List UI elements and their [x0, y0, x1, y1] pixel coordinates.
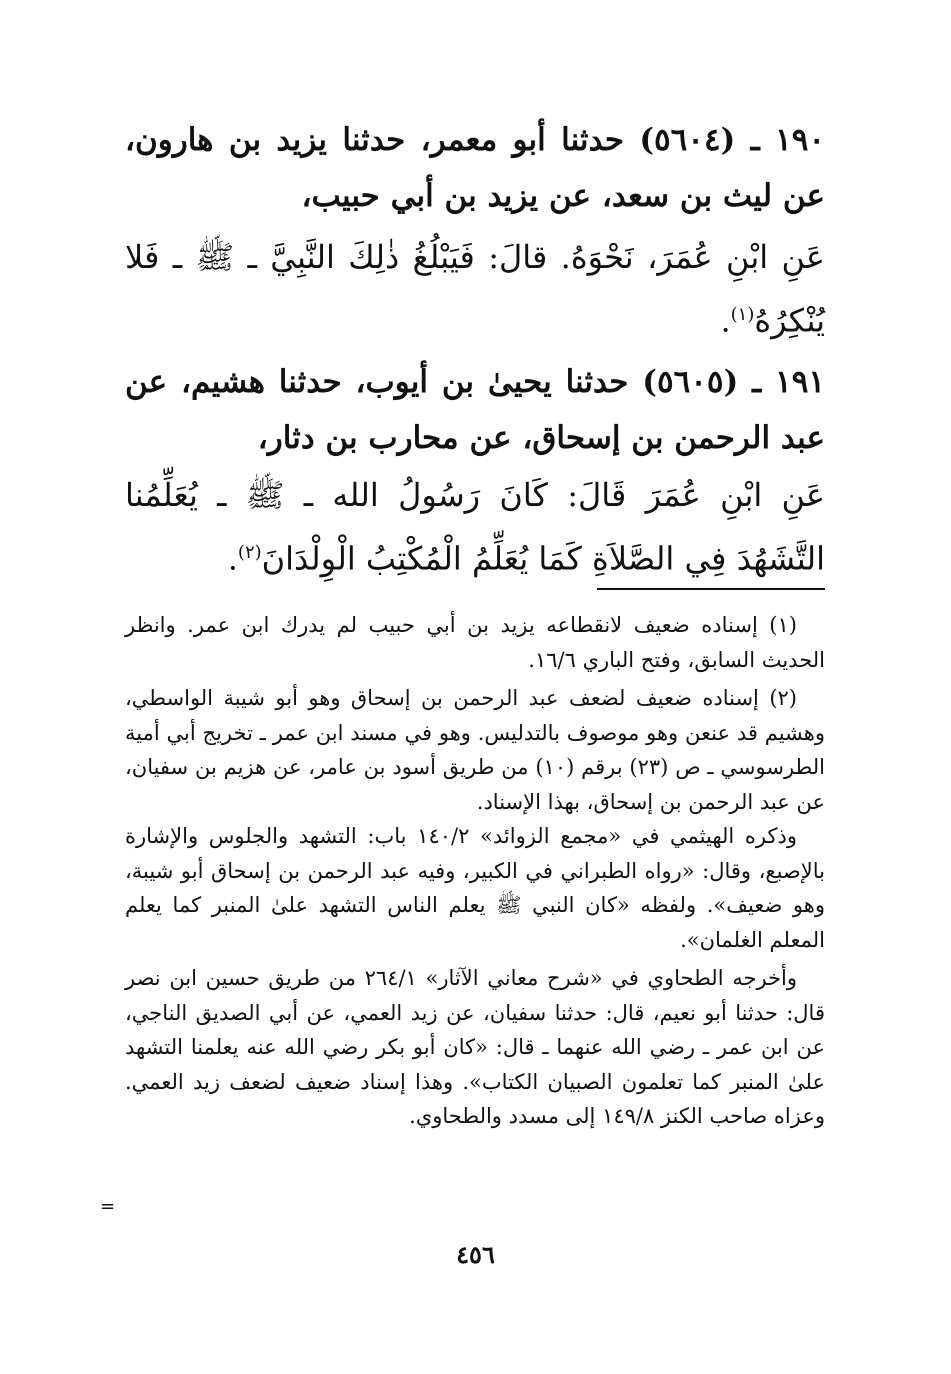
footnote-ref-2[interactable]: (٢)	[237, 542, 262, 563]
hadith-190-matn	[125, 228, 825, 350]
footnote-2-paragraph-2: وذكره الهيثمي في «مجمع الزوائد» ١٤٠/٢ باب: التشهد والجلوس والإشارة بالإصبع، وقال: «رواه الطبراني في الكبير، وفيه عبد الرحمن بن إسحاق أبو شيبة، وهو ضعيف». ولفظه «كان النبي ﷺ يعلم الناس التشهد علىٰ المنبر كما يعلم المعلم الغلمان».	[125, 824, 825, 952]
hadith-191-end: .	[227, 539, 238, 578]
hadith-191-matn	[125, 466, 825, 588]
footnote-divider	[597, 588, 825, 590]
footnotes	[125, 608, 825, 1134]
continuation-mark: =	[100, 1196, 116, 1217]
page-number: ٤٥٦	[456, 1240, 495, 1269]
footnote-2-paragraph-3: وأخرجه الطحاوي في «شرح معاني الآثار» ٢٦٤/١ من طريق حسين ابن نصر قال: حدثنا أبو نعيم، قال: حدثنا سفيان، عن زيد العمي، عن أبي الصديق الناجي، عن ابن عمر ـ رضي الله عنهما ـ قال: «كان أبو بكر رضي الله عنه يعلمنا التشهد علىٰ المنبر كما تعلمون الصبيان الكتاب». وهذا إسناد ضعيف لضعف زيد العمي. وعزاه صاحب الكنز ١٤٩/٨ إلى مسدد والطحاوي.	[125, 966, 825, 1128]
footnote-2: (٢) إسناده ضعيف لضعف عبد الرحمن بن إسحاق وهو أبو شيبة الواسطي، وهشيم قد عنعن وهو موصوف بالتدليس. وهو في مسند ابن عمر ـ تخريج أبي أمية الطرسوسي ـ ص (٢٣) برقم (١٠) من طريق أسود بن عامر، عن هزيم بن سفيان، عن عبد الرحمن بن إسحاق، بهذا الإسناد.	[125, 686, 825, 814]
hadith-190-end: .	[720, 301, 731, 340]
footnote-1: (١) إسناده ضعيف لانقطاعه يزيد بن أبي حبيب لم يدرك ابن عمر. وانظر الحديث السابق، وفتح الباري ١٦/٦.	[125, 613, 825, 672]
footnote-ref-1[interactable]: (١)	[730, 304, 755, 325]
hadith-191-isnad: ١٩١ ـ (٥٦٠٥) حدثنا يحيىٰ بن أيوب، حدثنا هشيم، عن عبد الرحمن بن إسحاق، عن محارب بن دثار،	[125, 364, 825, 456]
hadith-190-text: عَنِ ابْنِ عُمَرَ، نَحْوَهُ. قالَ: فَيَبْلُغُ ذٰلِكَ النَّبِيَّ ـ ﷺ ـ فَلا يُنْكِرُهُ	[125, 238, 825, 340]
hadith-191-text: عَنِ ابْنِ عُمَرَ قَالَ: كَانَ رَسُولُ الله ـ ﷺ ـ يُعَلِّمُنا التَّشَهُدَ فِي الصَّلاَةِ كَمَا يُعَلِّمُ الْمُكْتِبُ الْوِلْدَانَ	[125, 476, 825, 578]
hadith-190-isnad: ١٩٠ ـ (٥٦٠٤) حدثنا أبو معمر، حدثنا يزيد بن هارون، عن ليث بن سعد، عن يزيد بن أبي حبيب،	[125, 122, 825, 214]
